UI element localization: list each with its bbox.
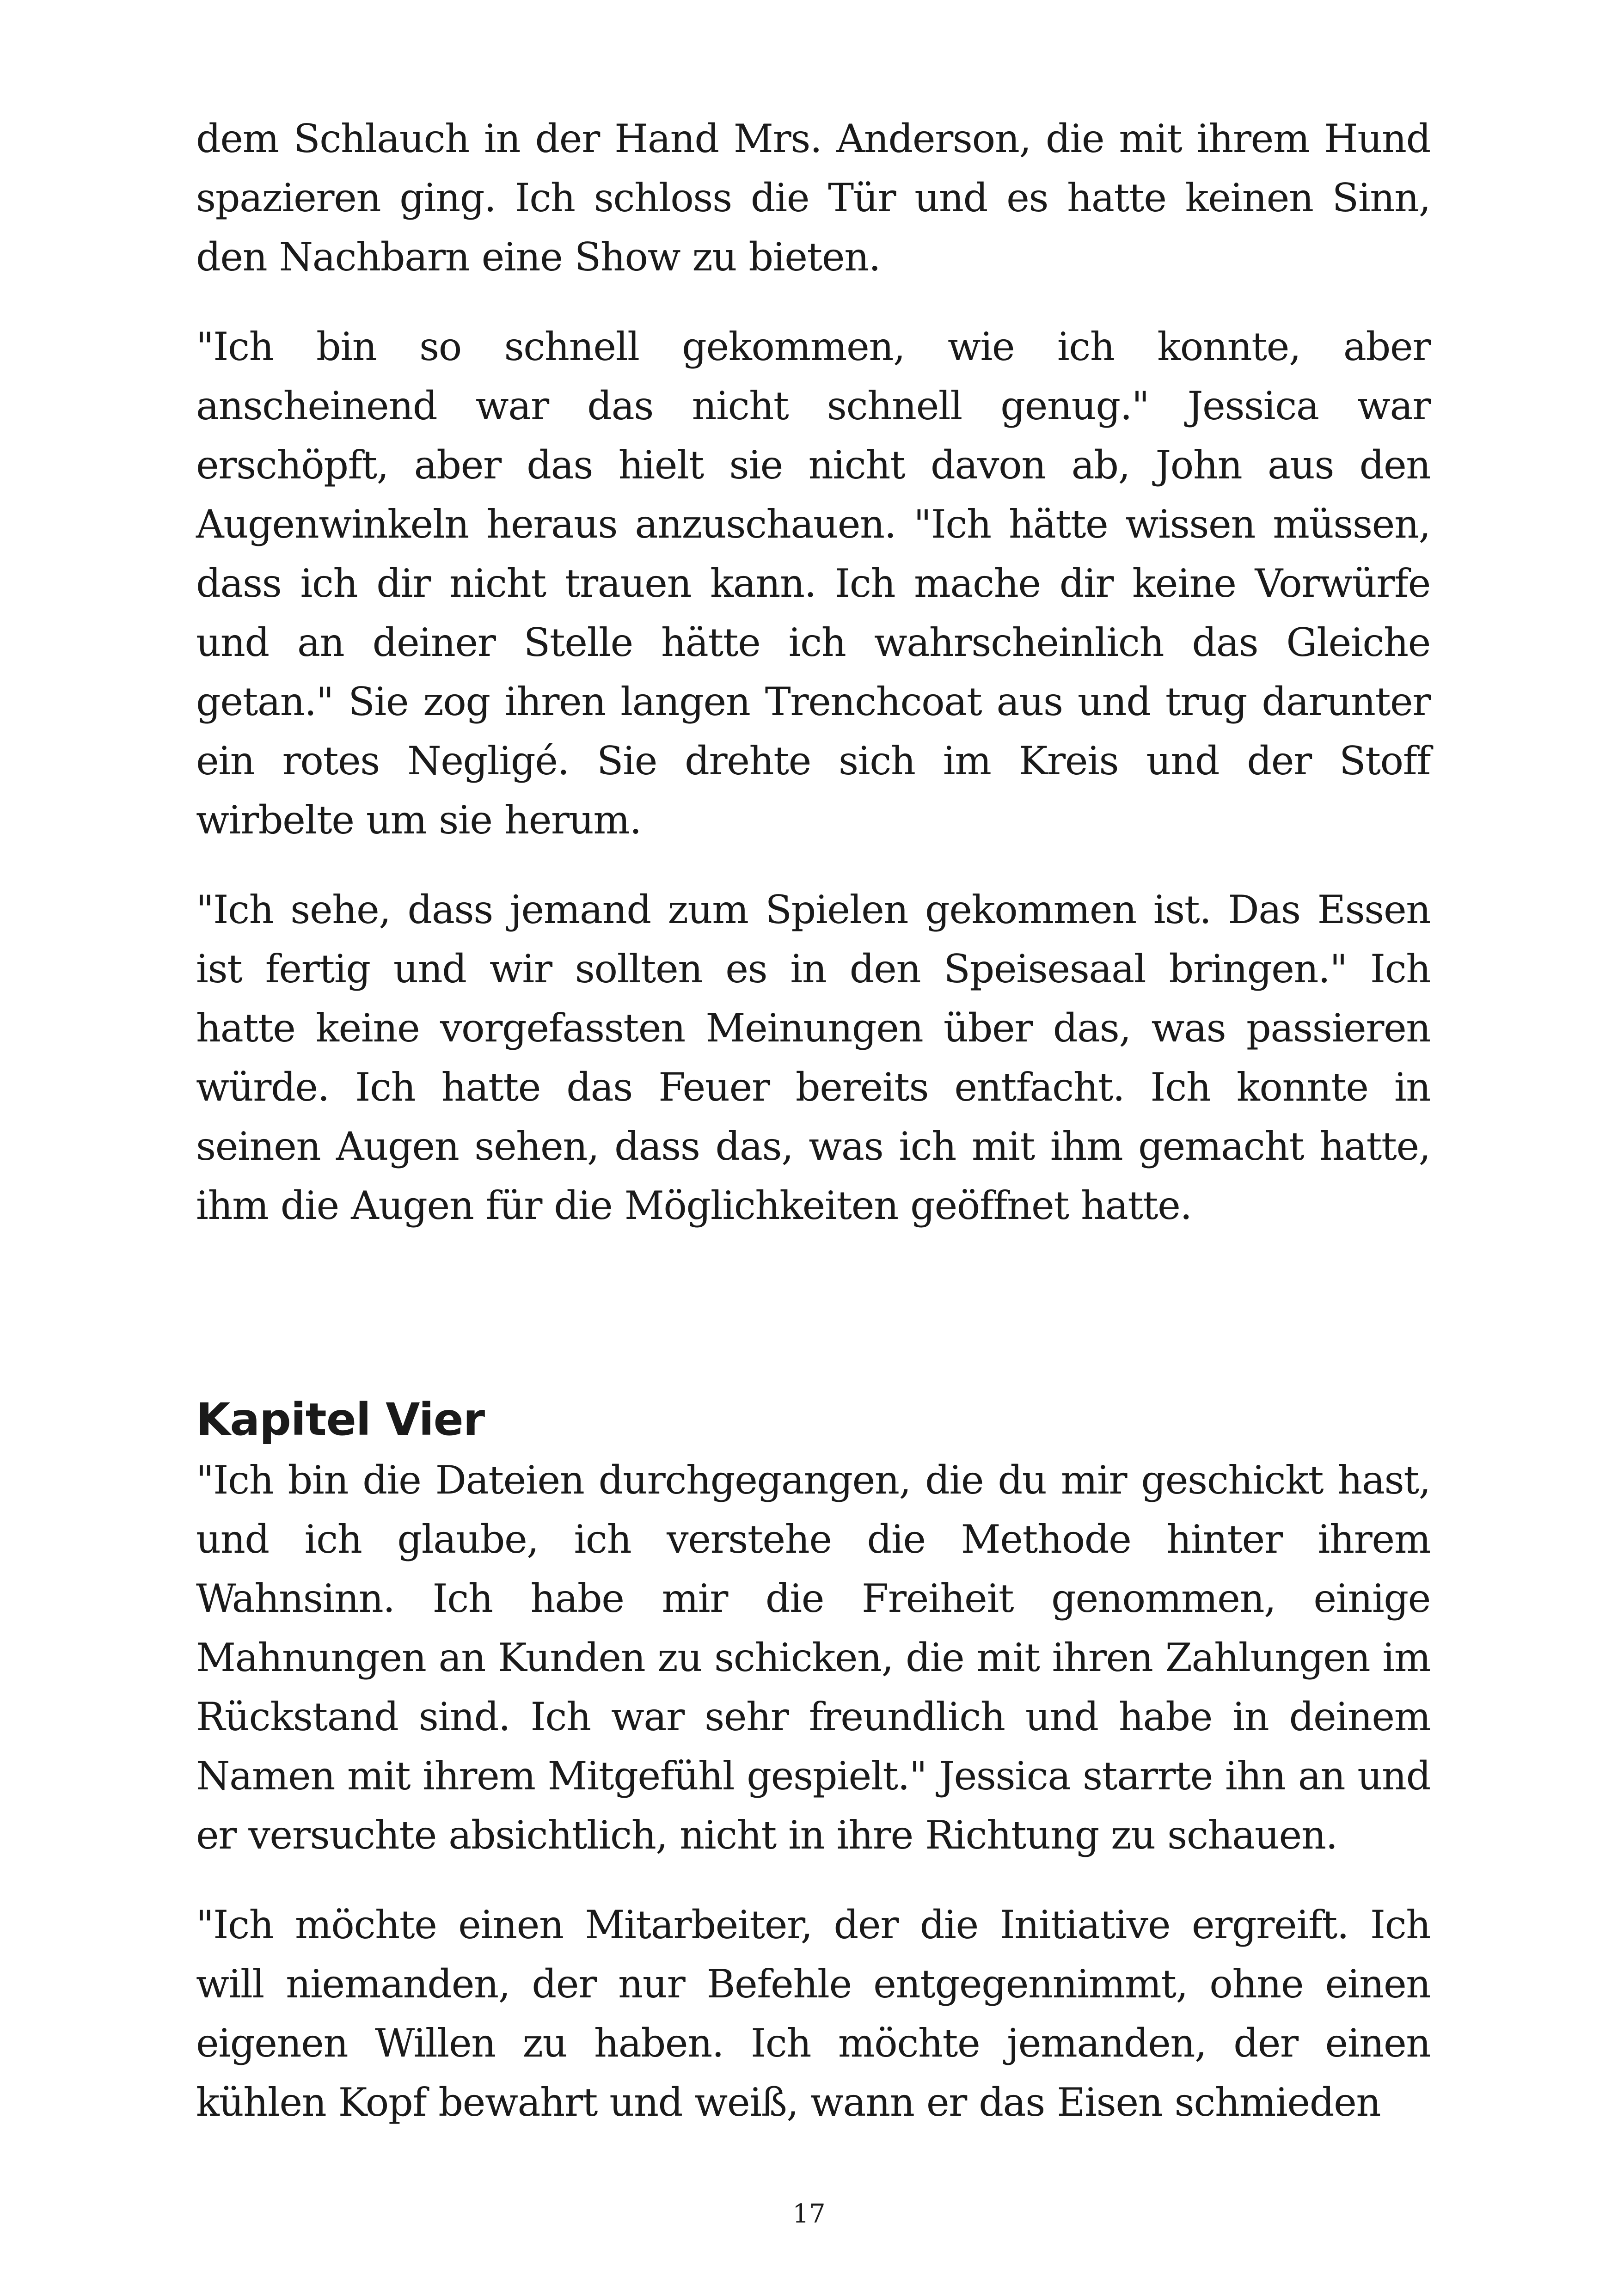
paragraph-3: "Ich sehe, dass jemand zum Spielen gekommen ist. Das Essen ist fertig und wir sollten es in den Speisesaal bringen." Ich hatte keine vorgefassten Meinungen über das, was passieren würde. Ich hatte das Feuer bereits entfacht. Ich konnte in seinen Augen sehen, dass das, was ich mit ihm gemacht hatte, ihm die Augen für die Möglichkeiten geöffnet hatte. [196, 887, 1430, 1228]
paragraph-4: "Ich bin die Dateien durchgegangen, die du mir geschickt hast, und ich glaube, ich verstehe die Methode hinter ihrem Wahnsinn. Ich habe mir die Freiheit genommen, einige Mahnungen an Kunden zu schicken, die mit ihren Zahlungen im Rückstand sind. Ich war sehr freundlich und habe in deinem Namen mit ihrem Mitgefühl gespielt." Jessica starrte ihn an und er versuchte absichtlich, nicht in ihre Richtung zu schauen. [196, 1457, 1430, 1858]
chapter-title: Kapitel Vier [196, 1394, 485, 1445]
paragraph-1: dem Schlauch in der Hand Mrs. Anderson, die mit ihrem Hund spazieren ging. Ich schloss die Tür und es hatte keinen Sinn, den Nachbarn eine Show zu bieten. [196, 116, 1430, 280]
page-body [196, 109, 1430, 2162]
paragraph-2: "Ich bin so schnell gekommen, wie ich konnte, aber anscheinend war das nicht schnell genug." Jessica war erschöpft, aber das hielt sie nicht davon ab, John aus den Augenwinkeln heraus anzuschauen. "Ich hätte wissen müssen, dass ich dir nicht trauen kann. Ich mache dir keine Vorwürfe und an deiner Stelle hätte ich wahrscheinlich das Gleiche getan." Sie zog ihren langen Trenchcoat aus und trug darunter ein rotes Negligé. Sie drehte sich im Kreis und der Stoff wirbelte um sie herum. [196, 324, 1430, 843]
page-number: 17 [792, 2199, 826, 2229]
chapter-spacer [196, 1266, 1430, 1390]
paragraph-5: "Ich möchte einen Mitarbeiter, der die Initiative ergreift. Ich will niemanden, der nur Befehle entgegennimmt, ohne einen eigenen Willen zu haben. Ich möchte jemanden, der einen kühlen Kopf bewahrt und weiß, wann er das Eisen schmieden [196, 1902, 1430, 2125]
